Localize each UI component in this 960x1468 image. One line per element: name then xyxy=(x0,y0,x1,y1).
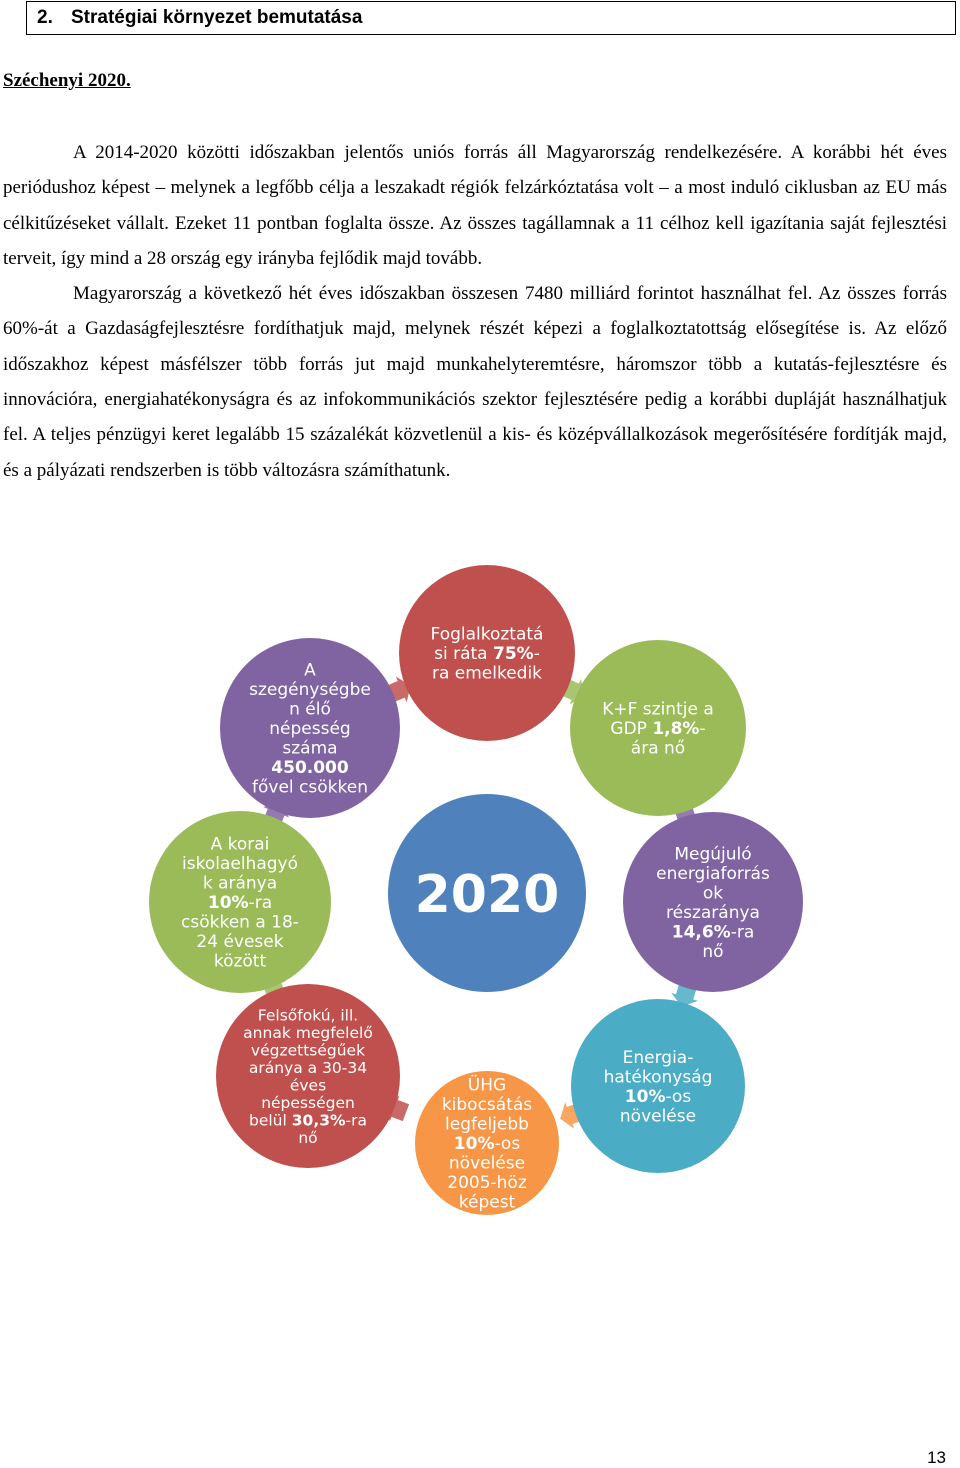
paragraph-1: A 2014-2020 közötti időszakban jelentős uniós forrás áll Magyarország rendelkezésére. A korábbi hét éves periódushoz képest – melynek a legfőbb célja a leszakadt régiók felzárkóztatása volt – a most induló ciklusban az EU más célkitűzéseket vállalt. Ezeket 11 pontban foglalta össze. Az összes tagállamnak a 11 célhoz kell igazítania saját fejlesztési terveit, így mind a 28 ország egy irányba fejlődik majd tovább. xyxy=(3,142,947,269)
goal-text-line: Foglalkoztatá xyxy=(430,624,544,645)
goal-text-line: végzettségűek xyxy=(250,1041,366,1060)
goal-text-line: ok xyxy=(702,883,724,904)
goal-text-line: K+F szintje a xyxy=(602,699,714,720)
section-heading xyxy=(26,1,956,35)
goal-text-line: nő xyxy=(298,1128,318,1147)
goal-text-line: GDP 1,8%- xyxy=(610,719,706,740)
goal-text-line: ra emelkedik xyxy=(431,663,543,684)
goal-node-tertiary xyxy=(216,984,400,1168)
goal-text-line: hatékonyság xyxy=(603,1067,713,1088)
goal-text-line: Energia- xyxy=(622,1047,694,1068)
goal-text-line: népességen xyxy=(261,1093,355,1112)
goal-node-ghg xyxy=(415,1071,559,1215)
goal-text-line: száma xyxy=(282,738,338,759)
goal-text-line: A xyxy=(304,660,316,681)
goal-text-line: 450.000 xyxy=(271,758,349,779)
goal-text-line: n élő xyxy=(289,699,331,720)
goal-text-line: között xyxy=(213,951,267,972)
goal-text-line: 10%-ra xyxy=(207,893,273,914)
goal-text-line: legfeljebb xyxy=(445,1114,529,1135)
goal-text-line: annak megfelelő xyxy=(243,1023,373,1042)
paragraph-2: Magyarország a következő hét éves időszakban összesen 7480 milliárd forintot használhat fel. Az összes forrás 60%-át a Gazdaságfejlesztésre fordíthatjuk majd, melynek részét képezi a foglalkoztatottság elősegítése is. Az előző időszakhoz képest másfélszer több forrás jut majd munkahelyteremtésre, háromszor több a kutatás-fejlesztésre és innovációra, energiahatékonyságra és az infokommunikációs szektor fejlesztésére pedig a korábbi dupláját használhatjuk fel. A teljes pénzügyi keret legalább 15 százalékát közvetlenül a kis- és középvállalkozások megerősítésére fordítják majd, és a pályázati rendszerben is több változásra számíthatunk. xyxy=(3,283,947,481)
goal-text-line: népesség xyxy=(269,719,351,740)
goal-text-line: Felsőfokú, ill. xyxy=(257,1006,359,1025)
goal-text-line: növelése xyxy=(619,1106,697,1127)
goal-text-line: energiaforrás xyxy=(656,863,770,884)
goal-text-line: fővel csökken xyxy=(252,777,368,798)
body-text xyxy=(3,135,947,488)
goal-text-line: A korai xyxy=(210,834,270,855)
goal-text-line: szegénységbe xyxy=(249,680,371,701)
goals-diagram xyxy=(0,560,960,1250)
goal-text-line: ÜHG xyxy=(467,1075,507,1096)
goal-text-line: nő xyxy=(702,941,724,962)
goal-text-line: si ráta 75%- xyxy=(434,644,540,665)
goal-text-line: éves xyxy=(289,1076,327,1095)
goal-text-line: k aránya xyxy=(202,873,278,894)
goal-text-line: 14,6%-ra xyxy=(671,922,755,943)
goal-text-line: belül 30,3%-ra xyxy=(249,1111,367,1130)
section-title: Stratégiai környezet bemutatása xyxy=(71,7,363,28)
goal-text-line: csökken a 18- xyxy=(181,912,299,933)
goal-node-poverty xyxy=(220,638,400,818)
goal-text-line: 10%-os xyxy=(624,1086,692,1107)
goal-text-line: iskolaelhagyó xyxy=(182,854,298,875)
goal-text-line: aránya a 30-34 xyxy=(248,1058,368,1077)
goal-text-line: 10%-os xyxy=(453,1134,521,1155)
goal-text-line: 2005-höz xyxy=(447,1173,527,1194)
goal-text-line: ára nő xyxy=(630,738,686,759)
section-number: 2. xyxy=(37,7,53,28)
goal-text-line: 24 évesek xyxy=(196,932,284,953)
goal-text-line: kibocsátás xyxy=(441,1095,533,1116)
page-number: 13 xyxy=(927,1448,946,1467)
goal-node-efficiency xyxy=(571,999,745,1173)
goal-node-renewable xyxy=(623,812,803,992)
goal-node-dropout xyxy=(149,811,331,993)
subheading: Széchenyi 2020. xyxy=(3,70,131,91)
goal-text-line: képest xyxy=(458,1192,516,1213)
goal-node-rnd xyxy=(570,640,746,816)
goal-text-line: részaránya xyxy=(666,902,760,923)
goal-text-line: Megújuló xyxy=(674,844,752,865)
center-label: 2020 xyxy=(414,865,560,925)
goal-node-employment xyxy=(399,565,575,741)
goal-text-line: növelése xyxy=(448,1153,526,1174)
